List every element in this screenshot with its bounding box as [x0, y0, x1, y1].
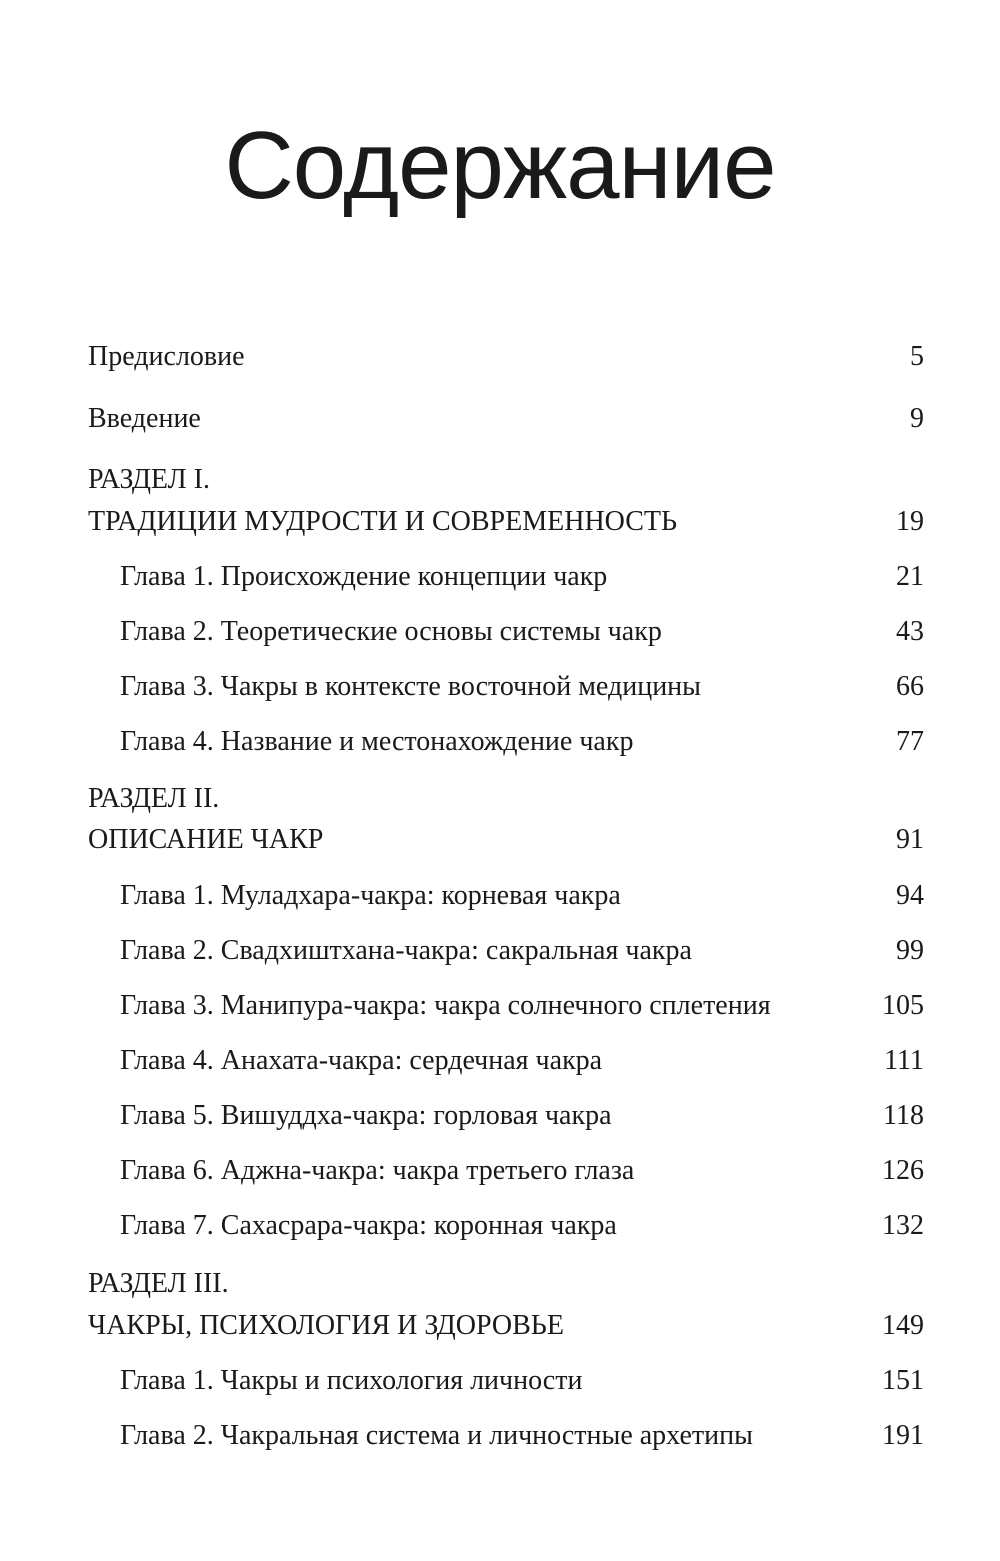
toc-page-number: 99	[896, 935, 924, 966]
toc-section-number: РАЗДЕЛ II.	[88, 783, 220, 814]
toc-entry-label: Глава 2. Чакральная система и личностные архетипы	[120, 1420, 753, 1451]
toc-page-number: 77	[896, 726, 924, 757]
toc-entry-label: Глава 5. Вишуддха-чакра: горловая чакра	[120, 1100, 612, 1131]
toc-entry-label: Глава 6. Аджна-чакра: чакра третьего глаза	[120, 1155, 635, 1186]
toc-entry-label: Глава 7. Сахасрара-чакра: коронная чакра	[120, 1210, 617, 1241]
toc-entry-label: Глава 1. Чакры и психология личности	[120, 1365, 583, 1396]
toc-entry-label: Глава 3. Манипура-чакра: чакра солнечного сплетения	[120, 990, 771, 1021]
toc-entry-label: Глава 3. Чакры в контексте восточной медицины	[120, 671, 701, 702]
toc-entry-label: Глава 1. Происхождение концепции чакр	[120, 561, 608, 592]
toc-page-number: 151	[882, 1365, 924, 1396]
toc-page-number: 91	[896, 824, 924, 855]
toc-page-number: 126	[882, 1155, 924, 1186]
toc-entry-label: Предисловие	[88, 341, 245, 372]
toc-page-number: 111	[884, 1045, 924, 1076]
toc-section-number: РАЗДЕЛ III.	[88, 1268, 229, 1299]
toc-entry-label: Глава 1. Муладхара-чакра: корневая чакра	[120, 880, 621, 911]
toc-entry-label: Глава 2. Теоретические основы системы чакр	[120, 616, 662, 647]
toc-section-title: ОПИСАНИЕ ЧАКР	[88, 824, 324, 855]
toc-page-number: 118	[883, 1100, 924, 1131]
toc-page-number: 105	[882, 990, 924, 1021]
toc-section-number: РАЗДЕЛ I.	[88, 464, 210, 495]
toc-page-number: 43	[896, 616, 924, 647]
toc-page-number: 132	[882, 1210, 924, 1241]
page-title: Содержание	[224, 112, 776, 219]
toc-page-number: 19	[896, 506, 924, 537]
toc-section-title: ЧАКРЫ, ПСИХОЛОГИЯ И ЗДОРОВЬЕ	[88, 1310, 564, 1341]
toc-page-number: 66	[896, 671, 924, 702]
toc-entry-label: Глава 4. Анахата-чакра: сердечная чакра	[120, 1045, 603, 1076]
toc-section-title: ТРАДИЦИИ МУДРОСТИ И СОВРЕМЕННОСТЬ	[88, 506, 678, 537]
toc-entry-label: Глава 2. Свадхиштхана-чакра: сакральная чакра	[120, 935, 692, 966]
toc-page-number: 9	[910, 403, 924, 434]
toc-page-number: 5	[910, 341, 924, 372]
toc-page-number: 94	[896, 880, 924, 911]
toc-page-number: 21	[896, 561, 924, 592]
toc-entry-label: Глава 4. Название и местонахождение чакр	[120, 726, 634, 757]
toc-entry-label: Введение	[88, 403, 201, 434]
toc-page-number: 149	[882, 1310, 924, 1341]
toc-page-number: 191	[882, 1420, 924, 1451]
